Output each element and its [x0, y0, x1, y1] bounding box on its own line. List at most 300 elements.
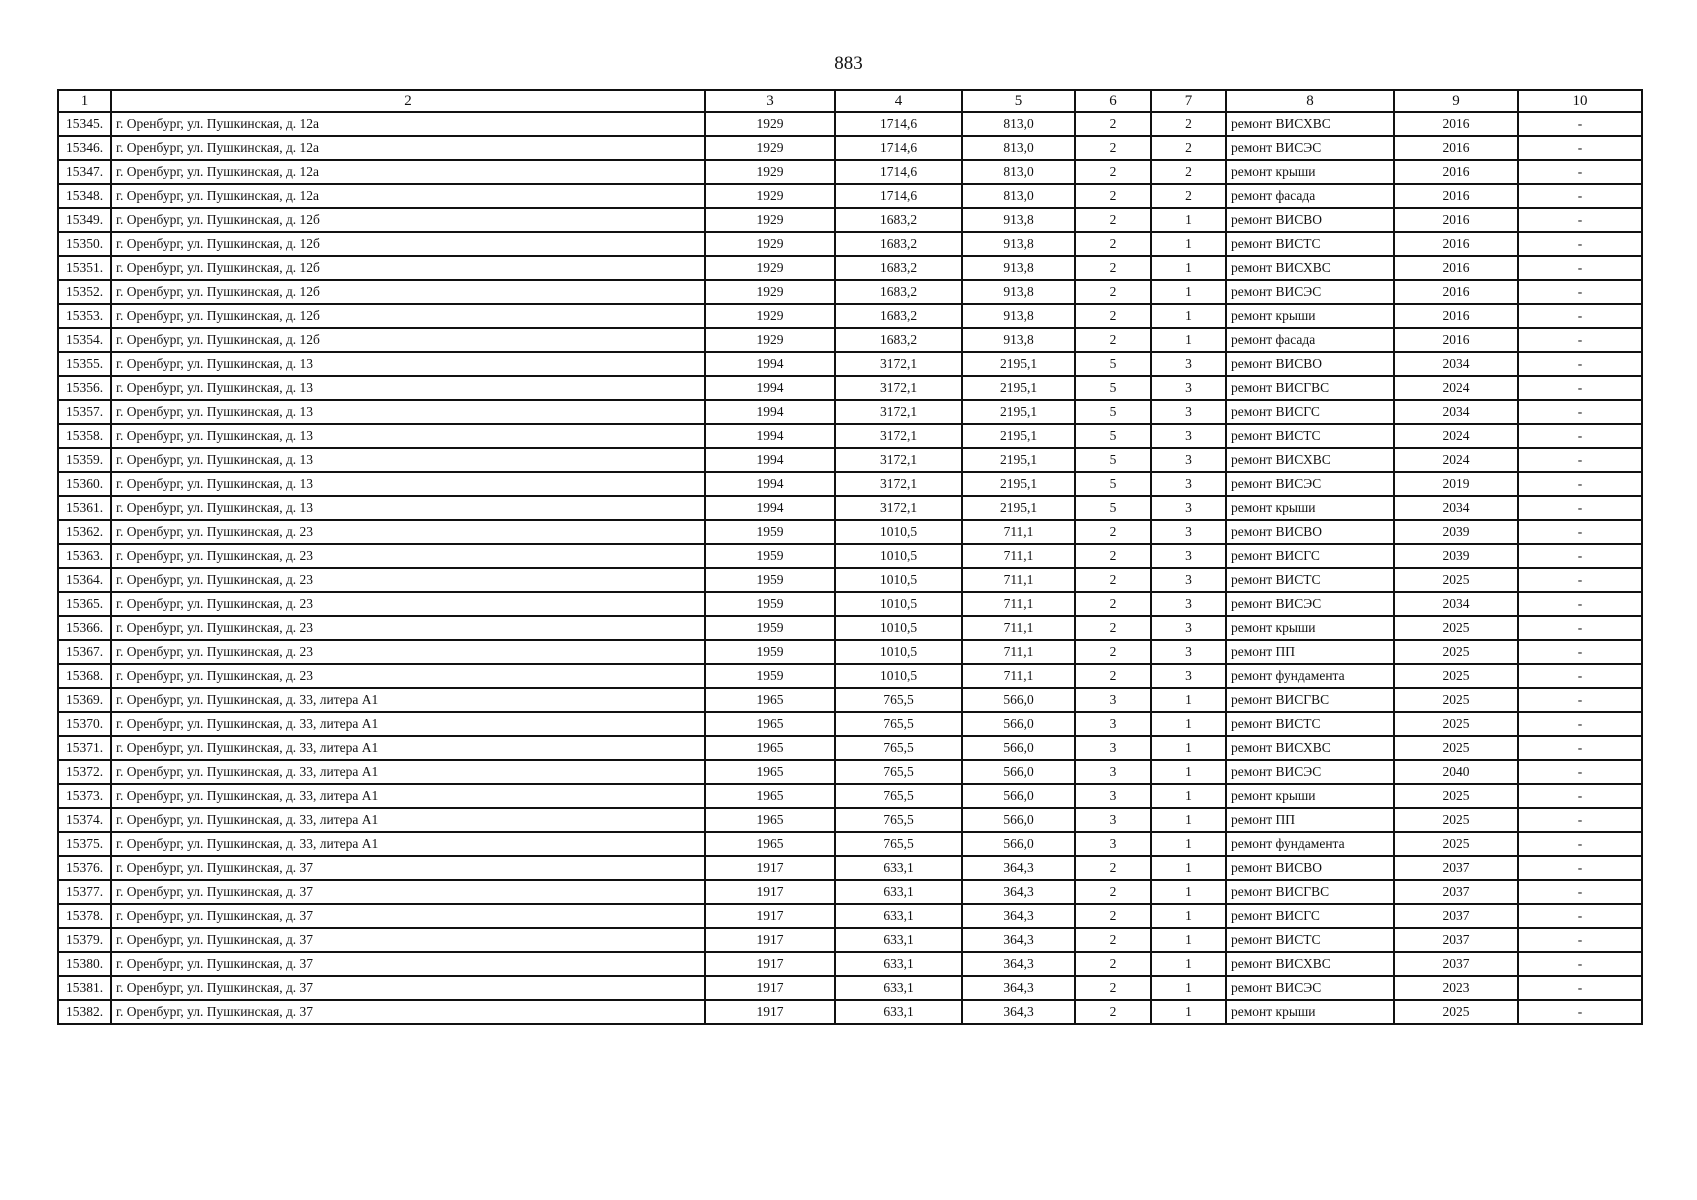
- floors-cell: 3: [1075, 832, 1151, 856]
- living-area-cell: 364,3: [962, 976, 1075, 1000]
- work-type-cell: ремонт ВИСХВС: [1226, 736, 1394, 760]
- table-row: [58, 616, 1642, 640]
- table-row: [58, 952, 1642, 976]
- note-cell: -: [1518, 376, 1642, 400]
- table-row: [58, 328, 1642, 352]
- year-cell: 1917: [705, 904, 835, 928]
- year-cell: 1929: [705, 280, 835, 304]
- year-cell: 1929: [705, 136, 835, 160]
- floors-cell: 2: [1075, 256, 1151, 280]
- floors-cell: 3: [1075, 688, 1151, 712]
- year-cell: 1929: [705, 184, 835, 208]
- total-area-cell: 633,1: [835, 928, 962, 952]
- row-number-cell: 15365.: [58, 592, 111, 616]
- work-type-cell: ремонт крыши: [1226, 1000, 1394, 1024]
- note-cell: -: [1518, 352, 1642, 376]
- row-number-cell: 15382.: [58, 1000, 111, 1024]
- year-cell: 1994: [705, 448, 835, 472]
- floors-cell: 2: [1075, 976, 1151, 1000]
- column-header: 9: [1394, 90, 1518, 112]
- entrances-cell: 1: [1151, 256, 1226, 280]
- work-type-cell: ремонт ПП: [1226, 808, 1394, 832]
- table-row: [58, 928, 1642, 952]
- planned-year-cell: 2037: [1394, 904, 1518, 928]
- floors-cell: 5: [1075, 448, 1151, 472]
- planned-year-cell: 2024: [1394, 376, 1518, 400]
- entrances-cell: 1: [1151, 832, 1226, 856]
- work-type-cell: ремонт ВИСГВС: [1226, 688, 1394, 712]
- total-area-cell: 3172,1: [835, 424, 962, 448]
- work-type-cell: ремонт ВИСТС: [1226, 928, 1394, 952]
- floors-cell: 5: [1075, 376, 1151, 400]
- total-area-cell: 1010,5: [835, 664, 962, 688]
- note-cell: -: [1518, 472, 1642, 496]
- address-cell: г. Оренбург, ул. Пушкинская, д. 37: [111, 928, 705, 952]
- planned-year-cell: 2019: [1394, 472, 1518, 496]
- entrances-cell: 1: [1151, 328, 1226, 352]
- total-area-cell: 1714,6: [835, 160, 962, 184]
- address-cell: г. Оренбург, ул. Пушкинская, д. 12б: [111, 232, 705, 256]
- living-area-cell: 364,3: [962, 880, 1075, 904]
- living-area-cell: 813,0: [962, 184, 1075, 208]
- entrances-cell: 3: [1151, 592, 1226, 616]
- work-type-cell: ремонт ВИСЭС: [1226, 592, 1394, 616]
- planned-year-cell: 2025: [1394, 640, 1518, 664]
- entrances-cell: 3: [1151, 664, 1226, 688]
- address-cell: г. Оренбург, ул. Пушкинская, д. 12а: [111, 112, 705, 136]
- entrances-cell: 1: [1151, 304, 1226, 328]
- row-number-cell: 15353.: [58, 304, 111, 328]
- year-cell: 1994: [705, 424, 835, 448]
- work-type-cell: ремонт ВИСХВС: [1226, 112, 1394, 136]
- table-row: [58, 184, 1642, 208]
- repair-registry-table: [57, 89, 1643, 1025]
- note-cell: -: [1518, 664, 1642, 688]
- living-area-cell: 566,0: [962, 784, 1075, 808]
- floors-cell: 2: [1075, 952, 1151, 976]
- year-cell: 1959: [705, 520, 835, 544]
- entrances-cell: 1: [1151, 208, 1226, 232]
- living-area-cell: 913,8: [962, 232, 1075, 256]
- address-cell: г. Оренбург, ул. Пушкинская, д. 13: [111, 400, 705, 424]
- floors-cell: 2: [1075, 112, 1151, 136]
- row-number-cell: 15370.: [58, 712, 111, 736]
- table-row: [58, 160, 1642, 184]
- note-cell: -: [1518, 400, 1642, 424]
- living-area-cell: 913,8: [962, 328, 1075, 352]
- planned-year-cell: 2016: [1394, 304, 1518, 328]
- floors-cell: 3: [1075, 784, 1151, 808]
- table-row: [58, 544, 1642, 568]
- floors-cell: 2: [1075, 856, 1151, 880]
- address-cell: г. Оренбург, ул. Пушкинская, д. 33, литера А1: [111, 712, 705, 736]
- floors-cell: 2: [1075, 592, 1151, 616]
- living-area-cell: 566,0: [962, 736, 1075, 760]
- entrances-cell: 1: [1151, 808, 1226, 832]
- column-header: 7: [1151, 90, 1226, 112]
- floors-cell: 2: [1075, 1000, 1151, 1024]
- note-cell: -: [1518, 592, 1642, 616]
- floors-cell: 2: [1075, 136, 1151, 160]
- note-cell: -: [1518, 232, 1642, 256]
- address-cell: г. Оренбург, ул. Пушкинская, д. 33, литера А1: [111, 688, 705, 712]
- total-area-cell: 1683,2: [835, 280, 962, 304]
- floors-cell: 2: [1075, 232, 1151, 256]
- planned-year-cell: 2025: [1394, 712, 1518, 736]
- year-cell: 1959: [705, 640, 835, 664]
- table-row: [58, 232, 1642, 256]
- year-cell: 1959: [705, 664, 835, 688]
- address-cell: г. Оренбург, ул. Пушкинская, д. 23: [111, 664, 705, 688]
- address-cell: г. Оренбург, ул. Пушкинская, д. 37: [111, 904, 705, 928]
- total-area-cell: 765,5: [835, 832, 962, 856]
- work-type-cell: ремонт ВИСЭС: [1226, 976, 1394, 1000]
- entrances-cell: 3: [1151, 472, 1226, 496]
- planned-year-cell: 2016: [1394, 256, 1518, 280]
- year-cell: 1965: [705, 832, 835, 856]
- address-cell: г. Оренбург, ул. Пушкинская, д. 33, литера А1: [111, 832, 705, 856]
- address-cell: г. Оренбург, ул. Пушкинская, д. 12б: [111, 304, 705, 328]
- table-row: [58, 400, 1642, 424]
- total-area-cell: 1010,5: [835, 520, 962, 544]
- floors-cell: 2: [1075, 664, 1151, 688]
- planned-year-cell: 2025: [1394, 616, 1518, 640]
- row-number-cell: 15377.: [58, 880, 111, 904]
- year-cell: 1994: [705, 496, 835, 520]
- floors-cell: 5: [1075, 472, 1151, 496]
- entrances-cell: 3: [1151, 616, 1226, 640]
- row-number-cell: 15376.: [58, 856, 111, 880]
- total-area-cell: 1010,5: [835, 544, 962, 568]
- work-type-cell: ремонт ВИСТС: [1226, 232, 1394, 256]
- entrances-cell: 1: [1151, 1000, 1226, 1024]
- row-number-cell: 15356.: [58, 376, 111, 400]
- note-cell: -: [1518, 856, 1642, 880]
- address-cell: г. Оренбург, ул. Пушкинская, д. 12а: [111, 184, 705, 208]
- planned-year-cell: 2025: [1394, 568, 1518, 592]
- table-row: [58, 688, 1642, 712]
- work-type-cell: ремонт крыши: [1226, 616, 1394, 640]
- table-row: [58, 112, 1642, 136]
- note-cell: -: [1518, 280, 1642, 304]
- note-cell: -: [1518, 928, 1642, 952]
- total-area-cell: 3172,1: [835, 376, 962, 400]
- total-area-cell: 3172,1: [835, 352, 962, 376]
- living-area-cell: 711,1: [962, 616, 1075, 640]
- work-type-cell: ремонт крыши: [1226, 496, 1394, 520]
- row-number-cell: 15368.: [58, 664, 111, 688]
- floors-cell: 3: [1075, 712, 1151, 736]
- note-cell: -: [1518, 208, 1642, 232]
- note-cell: -: [1518, 880, 1642, 904]
- total-area-cell: 3172,1: [835, 448, 962, 472]
- row-number-cell: 15354.: [58, 328, 111, 352]
- entrances-cell: 3: [1151, 424, 1226, 448]
- living-area-cell: 364,3: [962, 928, 1075, 952]
- year-cell: 1929: [705, 160, 835, 184]
- living-area-cell: 2195,1: [962, 352, 1075, 376]
- work-type-cell: ремонт ВИСЭС: [1226, 760, 1394, 784]
- living-area-cell: 813,0: [962, 160, 1075, 184]
- living-area-cell: 2195,1: [962, 496, 1075, 520]
- floors-cell: 2: [1075, 568, 1151, 592]
- total-area-cell: 1714,6: [835, 112, 962, 136]
- living-area-cell: 711,1: [962, 544, 1075, 568]
- floors-cell: 2: [1075, 544, 1151, 568]
- total-area-cell: 3172,1: [835, 496, 962, 520]
- note-cell: -: [1518, 736, 1642, 760]
- floors-cell: 2: [1075, 928, 1151, 952]
- work-type-cell: ремонт крыши: [1226, 304, 1394, 328]
- row-number-cell: 15348.: [58, 184, 111, 208]
- note-cell: -: [1518, 496, 1642, 520]
- year-cell: 1917: [705, 928, 835, 952]
- work-type-cell: ремонт ВИСГС: [1226, 400, 1394, 424]
- planned-year-cell: 2037: [1394, 856, 1518, 880]
- floors-cell: 2: [1075, 280, 1151, 304]
- year-cell: 1917: [705, 952, 835, 976]
- total-area-cell: 633,1: [835, 976, 962, 1000]
- total-area-cell: 765,5: [835, 712, 962, 736]
- address-cell: г. Оренбург, ул. Пушкинская, д. 12б: [111, 208, 705, 232]
- total-area-cell: 633,1: [835, 880, 962, 904]
- year-cell: 1929: [705, 208, 835, 232]
- entrances-cell: 3: [1151, 496, 1226, 520]
- table-row: [58, 760, 1642, 784]
- address-cell: г. Оренбург, ул. Пушкинская, д. 12б: [111, 328, 705, 352]
- row-number-cell: 15379.: [58, 928, 111, 952]
- entrances-cell: 2: [1151, 160, 1226, 184]
- total-area-cell: 765,5: [835, 760, 962, 784]
- living-area-cell: 913,8: [962, 256, 1075, 280]
- entrances-cell: 1: [1151, 904, 1226, 928]
- total-area-cell: 633,1: [835, 904, 962, 928]
- total-area-cell: 765,5: [835, 736, 962, 760]
- planned-year-cell: 2016: [1394, 232, 1518, 256]
- note-cell: -: [1518, 136, 1642, 160]
- column-header: 10: [1518, 90, 1642, 112]
- column-header: 4: [835, 90, 962, 112]
- planned-year-cell: 2025: [1394, 736, 1518, 760]
- entrances-cell: 2: [1151, 112, 1226, 136]
- row-number-cell: 15381.: [58, 976, 111, 1000]
- note-cell: -: [1518, 976, 1642, 1000]
- note-cell: -: [1518, 952, 1642, 976]
- planned-year-cell: 2034: [1394, 352, 1518, 376]
- address-cell: г. Оренбург, ул. Пушкинская, д. 37: [111, 952, 705, 976]
- living-area-cell: 566,0: [962, 808, 1075, 832]
- row-number-cell: 15375.: [58, 832, 111, 856]
- row-number-cell: 15357.: [58, 400, 111, 424]
- entrances-cell: 1: [1151, 976, 1226, 1000]
- column-header: 5: [962, 90, 1075, 112]
- total-area-cell: 1714,6: [835, 184, 962, 208]
- living-area-cell: 711,1: [962, 640, 1075, 664]
- work-type-cell: ремонт крыши: [1226, 784, 1394, 808]
- row-number-cell: 15359.: [58, 448, 111, 472]
- planned-year-cell: 2016: [1394, 184, 1518, 208]
- address-cell: г. Оренбург, ул. Пушкинская, д. 13: [111, 448, 705, 472]
- planned-year-cell: 2037: [1394, 880, 1518, 904]
- entrances-cell: 3: [1151, 448, 1226, 472]
- row-number-cell: 15360.: [58, 472, 111, 496]
- note-cell: -: [1518, 568, 1642, 592]
- entrances-cell: 1: [1151, 928, 1226, 952]
- work-type-cell: ремонт фундамента: [1226, 832, 1394, 856]
- row-number-cell: 15350.: [58, 232, 111, 256]
- living-area-cell: 566,0: [962, 832, 1075, 856]
- note-cell: -: [1518, 520, 1642, 544]
- total-area-cell: 633,1: [835, 952, 962, 976]
- floors-cell: 3: [1075, 808, 1151, 832]
- work-type-cell: ремонт ВИСВО: [1226, 856, 1394, 880]
- work-type-cell: ремонт ВИСГС: [1226, 904, 1394, 928]
- floors-cell: 2: [1075, 328, 1151, 352]
- row-number-cell: 15349.: [58, 208, 111, 232]
- total-area-cell: 1010,5: [835, 640, 962, 664]
- entrances-cell: 1: [1151, 232, 1226, 256]
- planned-year-cell: 2016: [1394, 208, 1518, 232]
- note-cell: -: [1518, 256, 1642, 280]
- address-cell: г. Оренбург, ул. Пушкинская, д. 13: [111, 424, 705, 448]
- note-cell: -: [1518, 760, 1642, 784]
- column-header: 2: [111, 90, 705, 112]
- row-number-cell: 15369.: [58, 688, 111, 712]
- floors-cell: 2: [1075, 640, 1151, 664]
- address-cell: г. Оренбург, ул. Пушкинская, д. 33, литера А1: [111, 784, 705, 808]
- living-area-cell: 2195,1: [962, 448, 1075, 472]
- note-cell: -: [1518, 1000, 1642, 1024]
- planned-year-cell: 2034: [1394, 496, 1518, 520]
- living-area-cell: 566,0: [962, 712, 1075, 736]
- work-type-cell: ремонт ВИСТС: [1226, 568, 1394, 592]
- note-cell: -: [1518, 616, 1642, 640]
- total-area-cell: 3172,1: [835, 472, 962, 496]
- total-area-cell: 1683,2: [835, 208, 962, 232]
- year-cell: 1994: [705, 376, 835, 400]
- floors-cell: 5: [1075, 424, 1151, 448]
- entrances-cell: 1: [1151, 784, 1226, 808]
- work-type-cell: ремонт крыши: [1226, 160, 1394, 184]
- entrances-cell: 2: [1151, 184, 1226, 208]
- table-row: [58, 520, 1642, 544]
- note-cell: -: [1518, 640, 1642, 664]
- year-cell: 1994: [705, 472, 835, 496]
- year-cell: 1959: [705, 616, 835, 640]
- row-number-cell: 15380.: [58, 952, 111, 976]
- table-row: [58, 712, 1642, 736]
- year-cell: 1929: [705, 232, 835, 256]
- address-cell: г. Оренбург, ул. Пушкинская, д. 12а: [111, 136, 705, 160]
- table-row: [58, 208, 1642, 232]
- address-cell: г. Оренбург, ул. Пушкинская, д. 13: [111, 376, 705, 400]
- year-cell: 1929: [705, 256, 835, 280]
- table-row: [58, 280, 1642, 304]
- work-type-cell: ремонт фасада: [1226, 328, 1394, 352]
- row-number-cell: 15372.: [58, 760, 111, 784]
- row-number-cell: 15362.: [58, 520, 111, 544]
- address-cell: г. Оренбург, ул. Пушкинская, д. 12б: [111, 256, 705, 280]
- row-number-cell: 15361.: [58, 496, 111, 520]
- note-cell: -: [1518, 424, 1642, 448]
- living-area-cell: 711,1: [962, 568, 1075, 592]
- total-area-cell: 1683,2: [835, 328, 962, 352]
- work-type-cell: ремонт ВИСХВС: [1226, 256, 1394, 280]
- year-cell: 1917: [705, 1000, 835, 1024]
- address-cell: г. Оренбург, ул. Пушкинская, д. 13: [111, 472, 705, 496]
- table-row: [58, 352, 1642, 376]
- total-area-cell: 1010,5: [835, 616, 962, 640]
- row-number-cell: 15347.: [58, 160, 111, 184]
- note-cell: -: [1518, 712, 1642, 736]
- table-row: [58, 736, 1642, 760]
- entrances-cell: 1: [1151, 856, 1226, 880]
- year-cell: 1917: [705, 880, 835, 904]
- work-type-cell: ремонт ВИСТС: [1226, 712, 1394, 736]
- year-cell: 1959: [705, 544, 835, 568]
- column-header: 6: [1075, 90, 1151, 112]
- note-cell: -: [1518, 304, 1642, 328]
- table-row: [58, 856, 1642, 880]
- living-area-cell: 566,0: [962, 760, 1075, 784]
- table-row: [58, 376, 1642, 400]
- total-area-cell: 1683,2: [835, 304, 962, 328]
- floors-cell: 2: [1075, 616, 1151, 640]
- living-area-cell: 711,1: [962, 664, 1075, 688]
- entrances-cell: 3: [1151, 376, 1226, 400]
- address-cell: г. Оренбург, ул. Пушкинская, д. 23: [111, 592, 705, 616]
- planned-year-cell: 2025: [1394, 688, 1518, 712]
- entrances-cell: 3: [1151, 352, 1226, 376]
- address-cell: г. Оренбург, ул. Пушкинская, д. 37: [111, 976, 705, 1000]
- planned-year-cell: 2016: [1394, 136, 1518, 160]
- work-type-cell: ремонт ПП: [1226, 640, 1394, 664]
- year-cell: 1994: [705, 400, 835, 424]
- table-row: [58, 808, 1642, 832]
- row-number-cell: 15373.: [58, 784, 111, 808]
- note-cell: -: [1518, 184, 1642, 208]
- note-cell: -: [1518, 832, 1642, 856]
- entrances-cell: 1: [1151, 880, 1226, 904]
- work-type-cell: ремонт ВИСГВС: [1226, 880, 1394, 904]
- total-area-cell: 765,5: [835, 784, 962, 808]
- year-cell: 1965: [705, 784, 835, 808]
- work-type-cell: ремонт ВИСВО: [1226, 352, 1394, 376]
- year-cell: 1965: [705, 712, 835, 736]
- address-cell: г. Оренбург, ул. Пушкинская, д. 23: [111, 568, 705, 592]
- living-area-cell: 2195,1: [962, 424, 1075, 448]
- planned-year-cell: 2039: [1394, 544, 1518, 568]
- address-cell: г. Оренбург, ул. Пушкинская, д. 23: [111, 520, 705, 544]
- row-number-cell: 15355.: [58, 352, 111, 376]
- address-cell: г. Оренбург, ул. Пушкинская, д. 23: [111, 544, 705, 568]
- year-cell: 1994: [705, 352, 835, 376]
- living-area-cell: 913,8: [962, 208, 1075, 232]
- work-type-cell: ремонт ВИСГВС: [1226, 376, 1394, 400]
- entrances-cell: 1: [1151, 952, 1226, 976]
- row-number-cell: 15351.: [58, 256, 111, 280]
- page-number: 883: [834, 53, 863, 74]
- floors-cell: 5: [1075, 496, 1151, 520]
- note-cell: -: [1518, 112, 1642, 136]
- row-number-cell: 15363.: [58, 544, 111, 568]
- planned-year-cell: 2034: [1394, 592, 1518, 616]
- work-type-cell: ремонт ВИСТС: [1226, 424, 1394, 448]
- planned-year-cell: 2023: [1394, 976, 1518, 1000]
- planned-year-cell: 2025: [1394, 1000, 1518, 1024]
- floors-cell: 5: [1075, 352, 1151, 376]
- planned-year-cell: 2039: [1394, 520, 1518, 544]
